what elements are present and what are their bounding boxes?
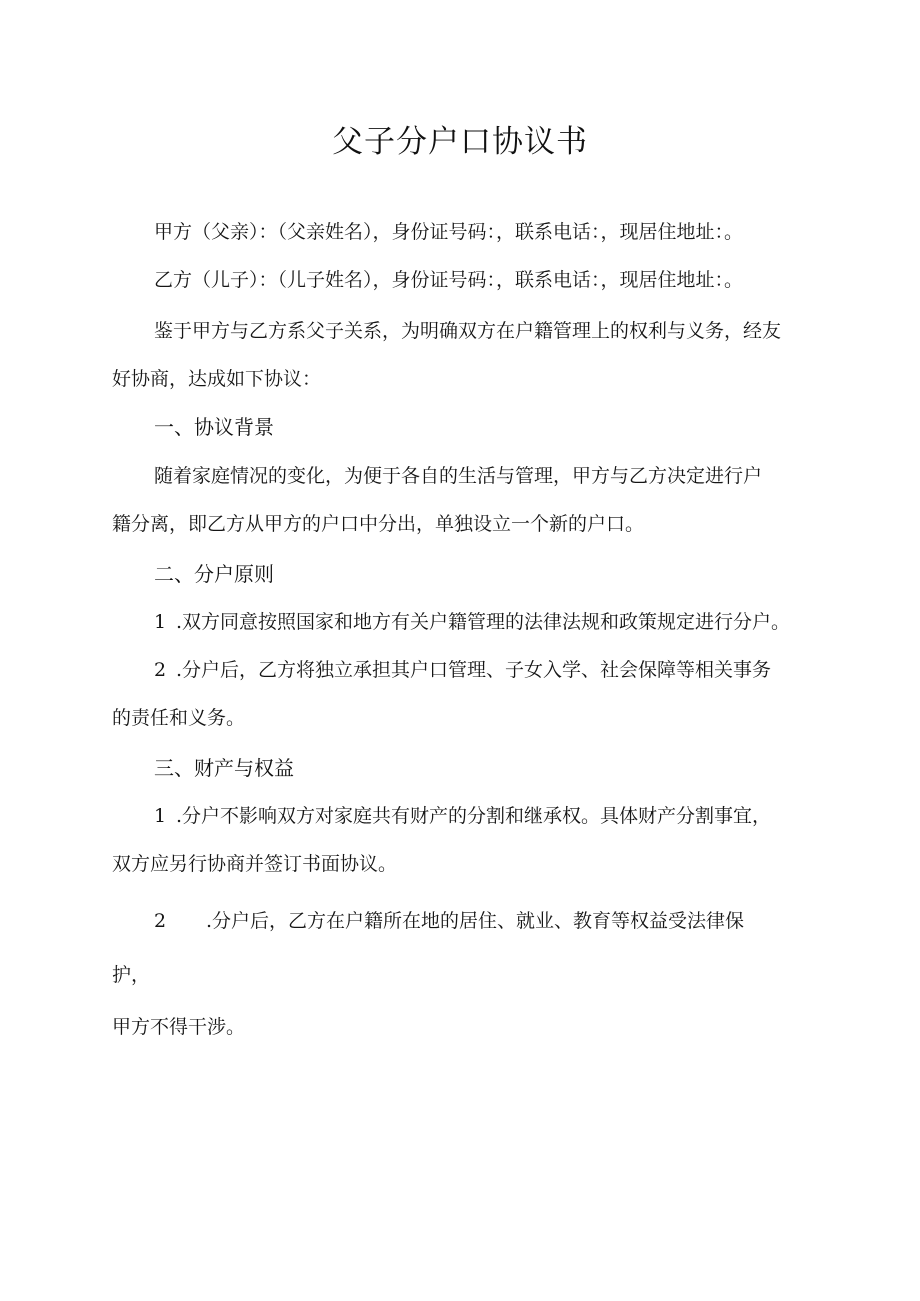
preamble-line-1: 鉴于甲方与乙方系父子关系，为明确双方在户籍管理上的权利与义务，经友 xyxy=(154,320,782,342)
item-number: 2 xyxy=(154,659,167,681)
item-number: 2 xyxy=(154,910,167,932)
section-3-item-1-line-2: 双方应另行协商并签订书面协议。 xyxy=(112,853,398,875)
section-3-item-2 xyxy=(154,908,744,934)
section-2-item-2 xyxy=(154,657,771,683)
section-2-item-2-line-2: 的责任和义务。 xyxy=(112,707,246,729)
section-3-item-2-line-3: 甲方不得干涉。 xyxy=(112,1016,246,1038)
party-a-line: 甲方（父亲）：（父亲姓名），身份证号码：，联系电话：，现居住地址：。 xyxy=(154,221,744,243)
section-2-item-1 xyxy=(154,609,790,635)
section-3-heading: 三、财产与权益 xyxy=(154,756,294,780)
section-1-para-line-2: 籍分离，即乙方从甲方的户口中分出，单独设立一个新的户口。 xyxy=(112,513,645,535)
party-b-line: 乙方（儿子）：（儿子姓名），身份证号码：，联系电话：，现居住地址：。 xyxy=(154,269,744,291)
section-3-item-1 xyxy=(154,803,771,829)
document-title: 父子分户口协议书 xyxy=(332,124,588,160)
section-2-heading: 二、分户原则 xyxy=(154,562,274,586)
item-text: .分户不影响双方对家庭共有财产的分割和继承权。具体财产分割事宜， xyxy=(176,805,772,827)
item-text: .分户后，乙方在户籍所在地的居住、就业、教育等权益受法律保 xyxy=(206,910,745,932)
item-number: 1 xyxy=(154,805,167,827)
section-1-heading: 一、协议背景 xyxy=(154,415,274,439)
section-3-item-2-line-2: 护， xyxy=(112,964,151,986)
item-text: .分户后，乙方将独立承担其户口管理、子女入学、社会保障等相关事务 xyxy=(176,659,772,681)
section-1-para-line-1: 随着家庭情况的变化，为便于各自的生活与管理，甲方与乙方决定进行户 xyxy=(154,465,763,487)
item-number: 1 xyxy=(154,611,167,633)
item-text: .双方同意按照国家和地方有关户籍管理的法律法规和政策规定进行分户。 xyxy=(176,611,791,633)
preamble-line-2: 好协商，达成如下协议： xyxy=(112,368,322,390)
